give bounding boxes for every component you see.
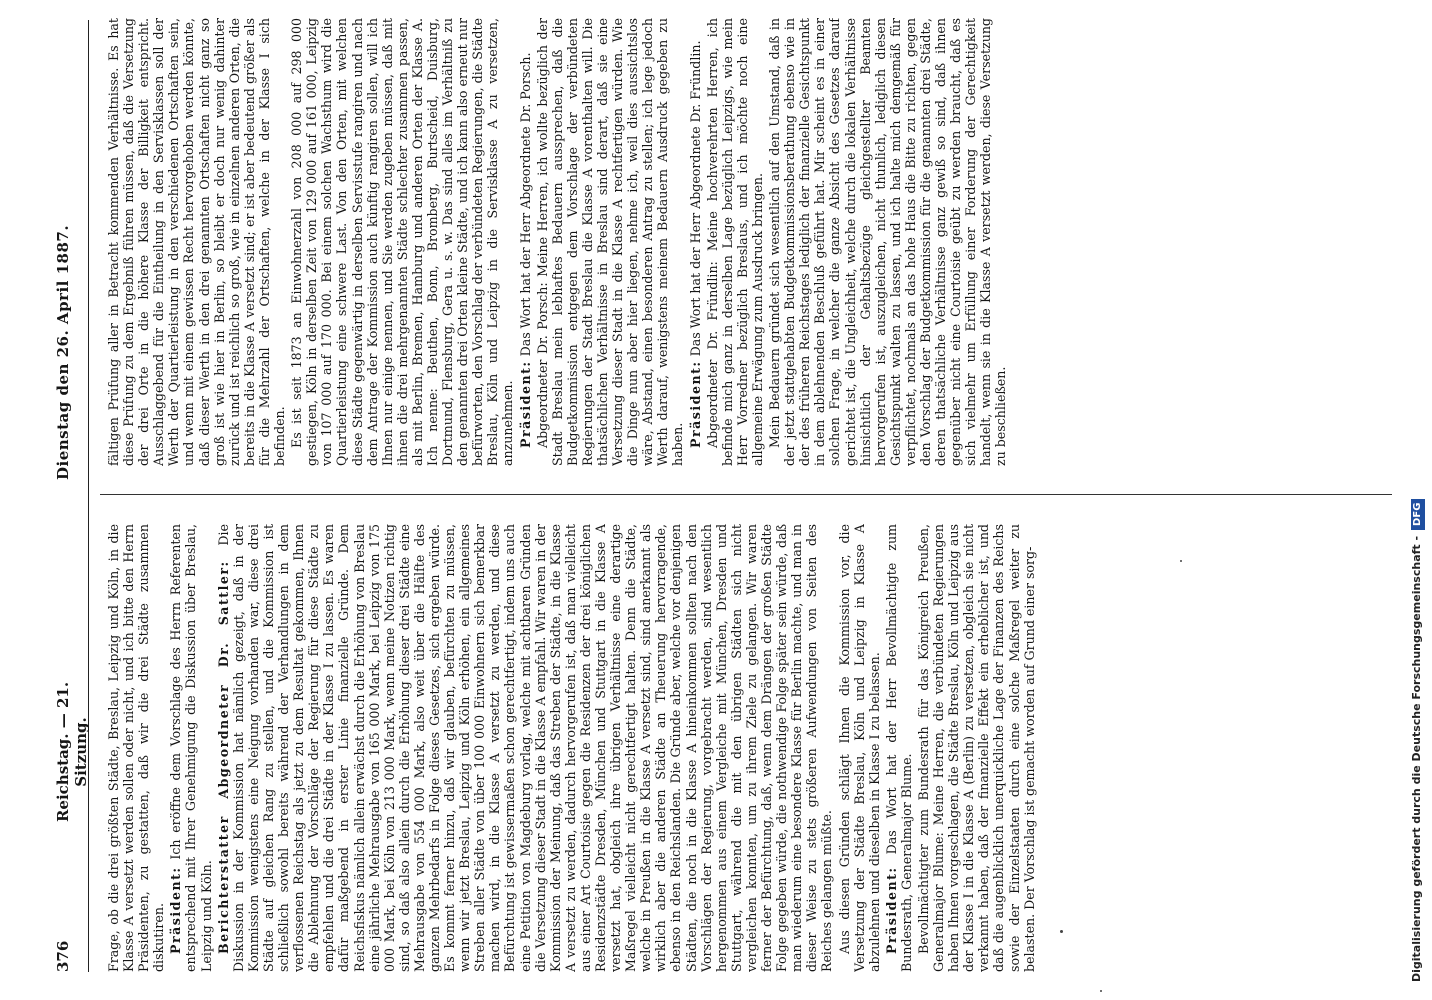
column-divider — [100, 494, 1392, 495]
header-session: Reichstag. — 21. Sitzung. — [54, 681, 90, 823]
paragraph-text: Das Wort hat der Herr Abgeordnete Dr. Porsch. — [517, 52, 533, 357]
paragraph-text: Mein Bedauern gründet sich wesentlich auf den Umstand, daß in der jetzt stattgehabten Budgetkommissionsberathung ebenso wie in der des früheren Reichstages lediglich der finanzielle Gesichtspunkt in dem ablehnenden Beschluß geführt hat. Mir scheint es in einer solchen Frage, in welcher die ganze Absicht des Gesetzes darauf gerichtet ist, die Ungleichheit, welche durch die lokalen Verhältnisse hinsichtlich der Gehaltsbezüge gleichgestellter Beamten hervorgerufen ist, auszugleichen, nicht thunlich, lediglich diesen Gesichtspunkt walten zu lassen, und ich halte mich demgemäß für verpflichtet, nochmals an das hohe Haus die Bitte zu richten, gegen den Vorschlag der Budgetkommission für die genannten drei Städte, deren thatsächliche Verhältnisse ganz gewiß so sind, daß ihnen gegenüber nicht eine Courtoisie geübt zu werden braucht, daß es sich vielmehr um Erfüllung einer Forderung der Gerechtigkeit handelt, wenn sie in die Klasse A versetzt werden, diese Versetzung zu beschließen. — [767, 18, 1009, 466]
paragraph-text: Es ist seit 1873 an Einwohnerzahl von 208 000 auf 298 000 gestiegen, Köln in derselben Zeit von 129 000 auf 161 000, Leipzig von 107 000 auf 170 000. Bei einem solchen Wachsthum wird die Quartierleistung eine schwere Last. Von den Orten, mit welchen diese Städte gegenwärtig in derselben Servisstufe rangiren und nach dem Antrage der Kommission auch künftig rangiren sollen, will ich Ihnen nur einige nennen, und Sie werden zugeben müssen, daß mit ihnen die drei mehrgenannten Städte schlechter zusammen passen, als mit Berlin, Bremen, Hamburg und anderen Orten der Klasse A. Ich nenne: Beuthen, Bonn, Bromberg, Burtscheid, Duisburg, Dortmund, Flensburg, Gera u. s. w. Das sind alles im Verhältniß zu den genannten drei Orten kleine Städte, und ich kann also erneut nur befürworten, den Vorschlag der verbündeten Regierungen, die Städte Breslau, Köln und Leipzig in die Servisklasse A zu versetzen, anzunehmen. — [289, 18, 516, 466]
text-column-right — [106, 18, 1396, 466]
paragraph-text: Die Diskussion in der Kommission hat nämlich gezeigt, daß in der Kommission wenigstens eine Neigung vorhanden war, diese drei Städte auf gleichen Rang zu stellen, und die Kommission ist schließlich sowohl bereits während der Verhandlungen in dem verflossenen Reichstag als jetzt zu dem Resultat gekommen, Ihnen die Ablehnung der Vorschläge der Regierung für diese Städte zu empfehlen und die drei Städte in der Klasse I zu lassen. Es waren dafür maßgebend in erster Linie finanzielle Gründe. Dem Reichsfiskus nämlich allein erwächst durch die Erhöhung von Breslau eine jährliche Mehrausgabe von 165 000 Mark, bei Leipzig von 175 000 Mark, bei Köln von 213 000 Mark, wenn meine Notizen richtig sind, so daß also allein durch die Erhöhung dieser drei Städte eine Mehrausgabe von 554 000 Mark, also weit über die Hälfte des ganzen Mehrbedarfs in Folge dieses Gesetzes, sich ergeben würde. Es kommt ferner hinzu, daß wir glauben, befürchten zu müssen, wenn wir jetzt Breslau, Leipzig und Köln erhöhen, ein allgemeines Streben aller Städte von über 100 000 Einwohnern sich bemerkbar machen wird, in die Klasse A versetzt zu werden, und diese Befürchtung ist gewissermaßen schon gerechtfertigt, indem uns auch eine Petition von Magdeburg vorlag, welche mit achtbaren Gründen die Versetzung dieser Stadt in die Klasse A empfahl. Wir waren in der Kommission der Meinung, daß das Streben der Städte, in die Klasse A versetzt zu werden, dadurch hervorgerufen ist, daß man vielleicht aus einer Art Courtoisie gegen die Residenzen der drei königlichen Residenzstädte Dresden, München und Stuttgart in die Klasse A versetzt hat, obgleich ihre übrigen Verhältnisse eine derartige Maßregel vielleicht nicht gerechtfertigt halten. Denn die Städte, welche in Preußen in die Klasse A versetzt sind, sind anerkannt als wirklich aber die anderen Städte an Theuerung hervorragende, ebenso in den Reichslanden. Die Gründe aber, welche vor denjenigen Städten, die noch in die Klasse A hineinkommen sollten nach den Vorschlägen der Regierung, vorgebracht werden, sind wesentlich hergenommen aus einem Vergleiche mit München, Dresden und Stuttgart, während die mit den übrigen Städten sich nicht vergleichen konnten, um zu ihrem Ziele zu gelangen. Wir waren ferner der Befürchtung, daß, wenn dem Drängen der großen Städte Folge gegeben würde, die nothwendige Folge später sein würde, daß man wiederum eine besondere Klasse für Berlin machte, und man in dieser Weise zu stets größeren Aufwendungen von Seiten des Reiches gelangen müßte. — [215, 524, 835, 972]
scan-speckle — [1180, 560, 1182, 562]
paragraph — [688, 18, 703, 466]
paragraph-text: Das Wort hat der Herr Bevollmächtigte zum Bundesrath, Generalmajor Blume. — [883, 524, 914, 972]
dfg-logo: DFG — [1411, 499, 1425, 530]
speaker-label: Berichterstatter Abgeordneter Dr. Sattler: — [215, 560, 231, 954]
page-header — [48, 20, 89, 972]
paragraph — [216, 524, 835, 972]
paragraph-text: Frage, ob die drei größten Städte, Breslau, Leipzig und Köln, in die Klasse A versetzt werden sollen oder nicht, und ich bitte den Herrn Präsidenten, zu gestatten, daß wir die drei Städte zusammen diskutiren. — [106, 524, 167, 972]
paragraph — [106, 18, 287, 466]
paragraph-text: Ich eröffne dem Vorschlage des Herrn Referenten entsprechend mit Ihrer Genehmigung die Diskussion über Breslau, Leipzig und Köln. — [168, 524, 214, 972]
speaker-label: Präsident: — [168, 866, 184, 954]
paragraph — [168, 524, 213, 972]
paragraph-text: Abgeordneter Dr. Porsch: Meine Herren, ich wollte bezüglich der Stadt Breslau mein lebhaftes Bedauern aussprechen, daß die Budgetkommission entgegen dem Vorschlage der verbündeten Regierungen der Stadt Breslau die Klasse A vorenthalten will. Die thatsächlichen Verhältnisse in Breslau sind derart, daß sie eine Versetzung dieser Stadt in die Klasse A rechtfertigen würden. Wie die Dinge nun aber hier liegen, nehme ich, weil dies aussichtslos wäre, Abstand, einen besonderen Antrag zu stellen; ich lege jedoch Werth darauf, wenigstens meinem Bedauern Ausdruck gegeben zu haben. — [534, 18, 686, 466]
paragraph — [106, 524, 166, 972]
footer-text-wrapper — [1408, 22, 1426, 982]
paragraph-text: Abgeordneter Dr. Fründlin: Meine hochverehrten Herren, ich befinde mich ganz in derselben Lage bezüglich Leipzigs, wie mein Herr Vorredner bezüglich Breslaus, und ich möchte noch eine allgemeine Erwägung zum Ausdruck bringen. — [704, 18, 765, 466]
scan-speckle — [1060, 930, 1063, 933]
speaker-label: Präsident: — [883, 866, 899, 954]
paragraph — [705, 18, 765, 466]
page-number: 376 — [54, 940, 72, 972]
paragraph — [884, 524, 914, 972]
paragraph — [837, 524, 882, 972]
paragraph — [767, 18, 1009, 466]
paragraph — [916, 524, 1037, 972]
digitization-footer — [1408, 18, 1426, 982]
paragraph — [535, 18, 686, 466]
paragraph-text: Das Wort hat der Herr Abgeordnete Dr. Fründlin. — [687, 40, 703, 357]
speaker-label: Präsident: — [517, 360, 533, 448]
paragraph-text: Aus diesen Gründen schlägt Ihnen die Kommission vor, die Versetzung der Städte Breslau, Köln und Leipzig in Klasse A abzulehnen und dieselben in Klasse I zu belassen. — [836, 524, 882, 972]
paragraph-text: Bevollmächtigter zum Bundesrath für das Königreich Preußen, Generalmajor Blume: Meine Herren, die verbündeten Regierungen haben Ihnen vorgeschlagen, die Städte Breslau, Köln und Leipzig aus der Klasse I in die Klasse A (Berlin) zu versetzen, obgleich sie nicht verkannt haben, daß der finanzielle Effekt ein erheblicher ist, und daß die augenblicklich unerquickliche Lage der Finanzen des Reichs sowie der Einzelstaaten durch eine solche Maßregel weiter zu belasten. Der Vorschlag ist gemacht worden auf Grund einer sorg- — [915, 524, 1037, 972]
text-column-left — [106, 524, 1396, 972]
speaker-label: Präsident: — [687, 360, 703, 448]
rotated-document-page — [40, 6, 1412, 986]
paragraph — [289, 18, 515, 466]
paragraph-text: fältigen Prüfung aller in Betracht kommenden Verhältnisse. Es hat diese Prüfung zu dem Ergebniß führen müssen, daß die Versetzung der drei Orte in die höhere Klasse der Billigkeit entspricht. Ausschlaggebend für die Eintheilung in den Servisklassen soll der Werth der Quartierleistung in den verschiedenen Ortschaften sein, und wenn mit einem gewissen Recht hervorgehoben werden könnte, daß dieser Werth in den drei genannten Ortschaften nicht ganz so groß ist wie hier in Berlin, so bleibt er doch nur wenig dahinter zurück und ist reichlich so groß, wie in einzelnen anderen Orten, die bereits in die Klasse A versetzt sind; er ist aber bedeutend größer als für die Mehrzahl der Ortschaften, welche in der Klasse I sich befinden. — [106, 18, 288, 466]
paragraph — [518, 18, 533, 466]
footer-text: Digitalisierung gefördert durch die Deutsche Forschungsgemeinschaft - — [1410, 535, 1423, 982]
scan-speckle — [1100, 990, 1102, 992]
header-date: Dienstag den 26. April 1887. — [54, 224, 72, 480]
